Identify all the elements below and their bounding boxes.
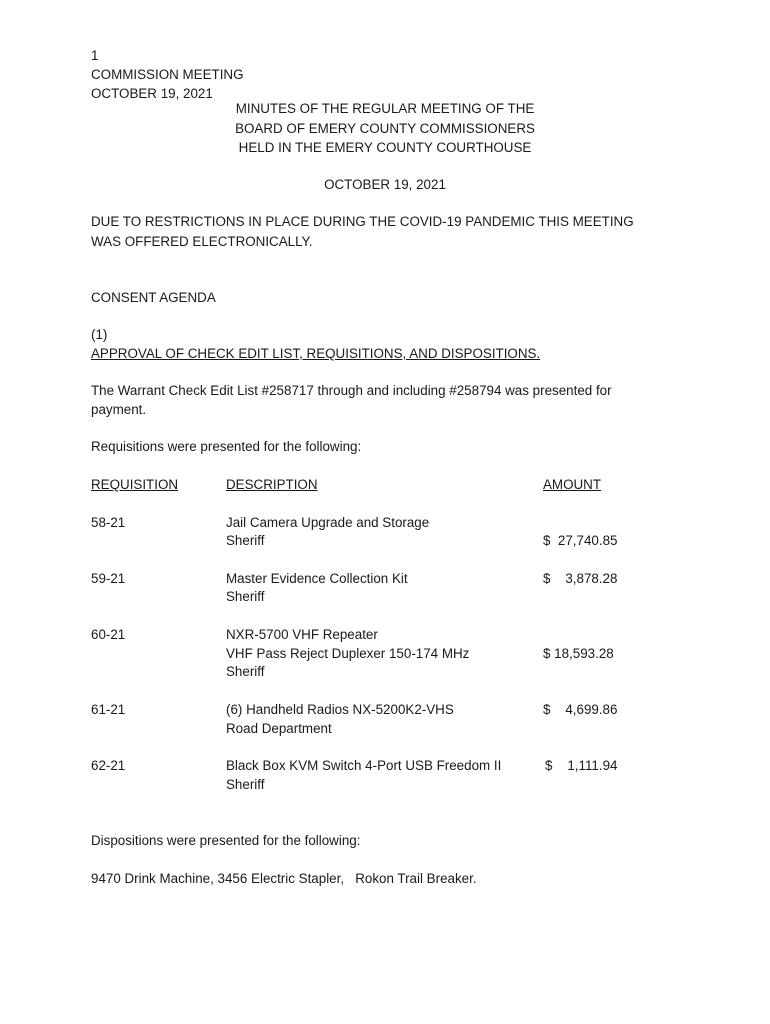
- notice-line-2: WAS OFFERED ELECTRONICALLY.: [91, 234, 313, 249]
- requisition-description-2: VHF Pass Reject Duplexer 150-174 MHz: [226, 646, 470, 661]
- header-amount: AMOUNT: [543, 477, 602, 492]
- requisition-department: Sheriff: [226, 533, 265, 548]
- requisition-department: Road Department: [226, 721, 332, 736]
- requisition-amount: $ 3,878.28: [543, 571, 618, 586]
- requisition-description: Jail Camera Upgrade and Storage: [226, 515, 430, 530]
- requisition-number: 58-21: [91, 515, 126, 530]
- header-requisition: REQUISITION: [91, 477, 179, 492]
- requisition-amount: $ 1,111.94: [545, 758, 618, 773]
- requisition-number: 62-21: [91, 758, 126, 773]
- warrant-text-line-1: The Warrant Check Edit List #258717 through and including #258794 was presented for: [91, 383, 612, 398]
- title-date: OCTOBER 19, 2021: [324, 177, 446, 192]
- requisition-amount: $ 4,699.86: [543, 702, 618, 717]
- requisition-description: Black Box KVM Switch 4-Port USB Freedom II: [226, 758, 502, 773]
- agenda-item-number: (1): [91, 327, 108, 342]
- requisition-amount: $ 27,740.85: [543, 533, 618, 548]
- page-number: 1: [91, 48, 99, 63]
- title-line-1: MINUTES OF THE REGULAR MEETING OF THE: [235, 101, 535, 116]
- requisition-number: 59-21: [91, 571, 126, 586]
- meeting-type: COMMISSION MEETING: [91, 67, 244, 82]
- requisition-number: 60-21: [91, 627, 126, 642]
- notice-line-1: DUE TO RESTRICTIONS IN PLACE DURING THE COVID-19 PANDEMIC THIS MEETING: [91, 214, 634, 229]
- title-line-2: BOARD OF EMERY COUNTY COMMISSIONERS: [235, 121, 535, 136]
- requisition-department: Sheriff: [226, 589, 265, 604]
- header-description: DESCRIPTION: [226, 477, 318, 492]
- requisition-description: (6) Handheld Radios NX-5200K2-VHS: [226, 702, 454, 717]
- title-line-3: HELD IN THE EMERY COUNTY COURTHOUSE: [238, 140, 532, 155]
- requisition-number: 61-21: [91, 702, 126, 717]
- warrant-text-line-2: payment.: [91, 402, 147, 417]
- dispositions-items: 9470 Drink Machine, 3456 Electric Stapler, Rokon Trail Breaker.: [91, 871, 477, 886]
- requisition-amount: $ 18,593.28: [543, 646, 614, 661]
- requisitions-intro: Requisitions were presented for the following:: [91, 439, 362, 454]
- requisition-description: NXR-5700 VHF Repeater: [226, 627, 378, 642]
- requisition-department: Sheriff: [226, 664, 265, 679]
- consent-agenda-heading: CONSENT AGENDA: [91, 290, 216, 305]
- meeting-date: OCTOBER 19, 2021: [91, 86, 213, 101]
- agenda-item-title: APPROVAL OF CHECK EDIT LIST, REQUISITIONS, AND DISPOSITIONS.: [91, 346, 541, 361]
- requisition-department: Sheriff: [226, 777, 265, 792]
- dispositions-intro: Dispositions were presented for the following:: [91, 833, 361, 848]
- requisition-description: Master Evidence Collection Kit: [226, 571, 408, 586]
